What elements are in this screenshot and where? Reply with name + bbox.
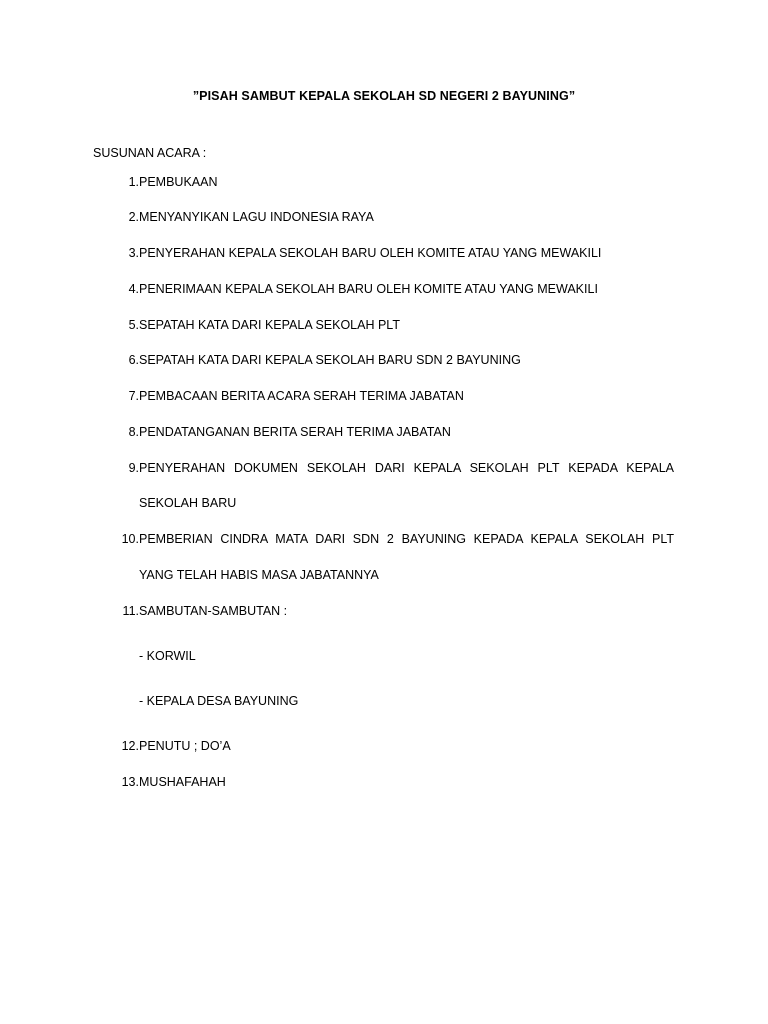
item-number: 9. — [128, 461, 139, 475]
item-text: SEPATAH KATA DARI KEPALA SEKOLAH PLT — [139, 318, 400, 332]
item-number: 6. — [128, 353, 139, 367]
item-text: MENYANYIKAN LAGU INDONESIA RAYA — [139, 210, 374, 224]
item-number: 3. — [128, 246, 139, 260]
sambutan-korwil: - KORWIL — [139, 649, 196, 663]
item-text-line-1: PENYERAHAN DOKUMEN SEKOLAH DARI KEPALA SEKOLAH PLT KEPADA KEPALA — [139, 461, 674, 475]
document-title: ”PISAH SAMBUT KEPALA SEKOLAH SD NEGERI 2 BAYUNING” — [192, 89, 576, 103]
item-number: 2. — [128, 210, 139, 224]
item-text-line-2: YANG TELAH HABIS MASA JABATANNYA — [139, 568, 379, 582]
item-number: 7. — [128, 389, 139, 403]
item-number: 11. — [122, 604, 139, 618]
agenda-heading: SUSUNAN ACARA : — [93, 146, 207, 160]
item-number: 8. — [128, 425, 139, 439]
item-text: PENUTU ; DO’A — [139, 739, 231, 753]
item-text-line-2: SEKOLAH BARU — [139, 496, 237, 510]
item-text: MUSHAFAHAH — [139, 775, 226, 789]
item-text: PENERIMAAN KEPALA SEKOLAH BARU OLEH KOMITE ATAU YANG MEWAKILI — [139, 282, 598, 296]
item-number: 12. — [121, 739, 139, 753]
item-number: 1. — [128, 175, 139, 189]
item-text-line-1: PEMBERIAN CINDRA MATA DARI SDN 2 BAYUNING KEPADA KEPALA SEKOLAH PLT — [139, 532, 674, 546]
item-number: 13. — [121, 775, 139, 789]
item-text: SAMBUTAN-SAMBUTAN : — [139, 604, 288, 618]
item-text: SEPATAH KATA DARI KEPALA SEKOLAH BARU SDN 2 BAYUNING — [139, 353, 521, 367]
item-text: PENDATANGANAN BERITA SERAH TERIMA JABATAN — [139, 425, 451, 439]
item-number: 10. — [121, 532, 139, 546]
item-number: 4. — [128, 282, 139, 296]
item-text: PEMBUKAAN — [139, 175, 218, 189]
sambutan-kepala-desa: - KEPALA DESA BAYUNING — [139, 694, 299, 708]
item-text: PEMBACAAN BERITA ACARA SERAH TERIMA JABATAN — [139, 389, 464, 403]
item-text: PENYERAHAN KEPALA SEKOLAH BARU OLEH KOMITE ATAU YANG MEWAKILI — [139, 246, 602, 260]
item-number: 5. — [128, 318, 139, 332]
